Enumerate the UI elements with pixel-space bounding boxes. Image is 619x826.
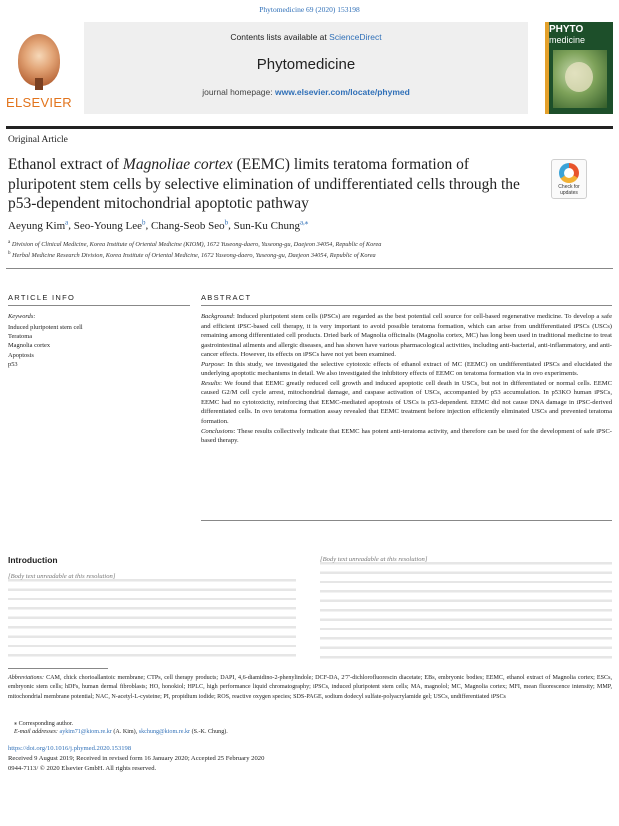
- email-addresses: [14, 729, 228, 735]
- affiliation-text: Division of Clinical Medicine, Korea Institute of Oriental Medicine (KIOM), 1672 Yuseong-daero, Yuseong-gu, Daejeon 34054, Republic of Korea: [11, 241, 382, 249]
- author-affiliation-marker[interactable]: b: [142, 218, 146, 226]
- article-title: [8, 155, 528, 214]
- journal-banner: [84, 22, 528, 114]
- introduction-heading: Introduction: [8, 555, 58, 565]
- author[interactable]: [151, 220, 228, 232]
- author-list: Aeyung Kim$^a$, Seo-Young Lee$^b$, Chang-Seob Seo$^b$, Sun-Ku Chung$^{a,⁎}$: [8, 218, 309, 232]
- contents-line: [84, 32, 528, 42]
- abstract-heading: ABSTRACT: [201, 293, 252, 302]
- title-part-italic: Magnoliae cortex: [122, 156, 233, 173]
- homepage-prefix: journal homepage:: [202, 87, 273, 97]
- abstract-section-label: Results: [201, 379, 221, 387]
- elsevier-logo[interactable]: [6, 28, 72, 114]
- affiliations: [8, 238, 608, 260]
- cover-title-line-1: PHYTO: [549, 24, 584, 35]
- abstract-purpose: [201, 360, 612, 379]
- author-affiliation-marker[interactable]: a: [65, 218, 69, 226]
- affiliation: [8, 238, 608, 249]
- email-link[interactable]: skchung@kiom.re.kr: [138, 729, 191, 735]
- author[interactable]: [234, 220, 309, 232]
- abstract-section-label: Conclusions: [201, 427, 234, 435]
- author-affiliation-marker[interactable]: b: [224, 218, 229, 226]
- header-divider: [6, 268, 613, 269]
- abstract-section-text: : Induced pluripotent stem cells (iPSCs) are regarded as the best potential cell source for cell-based regenerative medicine. To develop a safe and efficient iPSC-based cell therapy, it is very important to avoid possible teratoma formation, which can arise from undifferentiated iPSCs (USCs) remaining among differentiated cell products. Dried bark of Magnolia officinalis (Magnolia cortex, MC) has long been used in traditional medicine to treat gastrointestinal ailments and allergic diseases, and has shown have various pharmacological activities, including anti-bacterial, anti-inflammatory, and anti-cancer effects. However, its effects on iPSCs have not yet been examined.: [201, 313, 612, 359]
- corresponding-author-note: ⁎ Corresponding author.: [14, 721, 74, 727]
- check-for-updates-button[interactable]: [551, 159, 587, 199]
- author-name: Seo-Young Lee: [73, 219, 142, 232]
- body-text-right-column: [Body text unreadable at this resolution]: [320, 555, 612, 660]
- email-link[interactable]: aykim71@kiom.re.kr: [59, 729, 112, 735]
- affiliation: [8, 249, 608, 260]
- keyword: Magnolia cortex: [8, 342, 51, 350]
- check-updates-label: Check for updates: [558, 184, 580, 196]
- journal-name: Phytomedicine: [256, 56, 356, 73]
- masthead-divider: [6, 126, 613, 129]
- tree-trunk: [35, 78, 43, 90]
- abbreviations-footnote: [8, 674, 612, 702]
- abstract-section-label: Background: [201, 313, 233, 320]
- body-text-left-column: [Body text unreadable at this resolution]: [8, 572, 296, 660]
- doi-link[interactable]: https://doi.org/10.1016/j.phymed.2020.153198: [8, 745, 132, 752]
- cover-title: [549, 25, 585, 45]
- cover-artwork-highlight: [565, 62, 593, 92]
- affiliation-text: Herbal Medicine Research Division, Korea Institute of Oriental Medicine, 1672 Yuseong-daero, Yuseong-gu, Daejeon 34054, Republic of Korea: [12, 252, 376, 260]
- affiliation-marker: b: [8, 251, 11, 257]
- author-name: Sun-Ku Chung: [233, 219, 300, 232]
- abstract-bottom-divider: [201, 520, 612, 521]
- copyright-line: 0944-7113/ © 2020 Elsevier GmbH. All rights reserved.: [8, 765, 157, 772]
- author-name: Chang-Seob Seo: [151, 219, 225, 232]
- title-part-1: Ethanol extract of: [8, 156, 123, 173]
- keyword: Teratoma: [8, 333, 33, 341]
- author-name: Aeyung Kim: [8, 219, 66, 232]
- keywords-label: Keywords:: [8, 313, 36, 320]
- elsevier-wordmark: ELSEVIER: [6, 95, 72, 110]
- abstract-section-text: : In this study, we investigated the selective cytotoxic effects of ethanol extract of MC (EEMC) on undifferentiated iPSCs and elucidated the underlying apoptotic mechanisms in detail. We also investigated the inhibitory effects of EEMC on teratoma formation via in ovo experiments.: [201, 360, 612, 378]
- abbreviations-label: Abbreviations:: [8, 675, 44, 681]
- abbreviations-text: CAM, chick chorioallantoic membrane; CTPs, cell therapy products; DAPI, 4,6-diamidino-2-phenylindole; DCF-DA, 2′7′-dichlorofluorescin diacetate; EBs, embryonic bodies; EEMC, ethanol extract of Magnolia cortex; ESCs, embryonic stem cells; hDFs, human dermal fibroblasts; HO, honokiol; HPLC, high performance liquid chromatography; iPSCs, induced pluripotent stem cells; MA, magnolol; MC, Magnolia cortex; MFI, mean fluorescence intensity; MMP, mitochondrial membrane potential; NAC, N-acetyl-L-cysteine; PI, propidium iodide; ROS, reactive oxygen species; SDS-PAGE, sodium dodecyl sulfate-polyacrylamide gel; USCs, undifferentiated iPSCs: [8, 675, 612, 700]
- abstract-results: [201, 379, 612, 427]
- cover-title-line-2: medicine: [549, 35, 586, 45]
- received-dates: Received 9 August 2019; Received in revised form 16 January 2020; Accepted 25 February 2020: [8, 755, 265, 762]
- email-owner: (S.-K. Chung).: [190, 729, 228, 735]
- email-label: E-mail addresses:: [14, 729, 58, 735]
- journal-cover-image[interactable]: [545, 22, 613, 114]
- abstract-section-text: : These results collectively indicate that EEMC has potent anti-teratoma activity, and therefore can be used for the development of safe iPSC-based therapy.: [201, 427, 612, 445]
- author[interactable]: [8, 220, 68, 232]
- article-type: Original Article: [8, 135, 68, 145]
- footnote-divider: [8, 668, 108, 669]
- title-part-2: (EEMC) limits teratoma formation of pluripotent stem cells by selective elimination of undifferentiated cells through the p53-dependent mitochondrial apoptotic pathway: [8, 156, 520, 212]
- affiliation-marker: a: [8, 240, 11, 245]
- article-info-heading: ARTICLE INFO: [8, 293, 76, 302]
- sciencedirect-link[interactable]: ScienceDirect: [329, 32, 382, 42]
- keyword: Induced pluripotent stem cell: [8, 324, 83, 331]
- abstract-section-text: : We found that EEMC greatly reduced cell growth and induced apoptotic cell death in USCs, but not in differentiated or normal cells. EEMC caused G2/M cell cycle arrest, mitochondrial damage, and caspase activation of USCs, accompanied by p53 accumulation. In p53KO human iPSCs, EEMC had no cytotoxicity, reinforcing that EEMC-mediated apoptosis of USCs is p53-dependent. EEMC did not cause DNA damage in iPSC-derived differentiated cells. In ovo teratoma formation assay revealed that EEMC treatment before injection efficiently eliminated USCs and prevented teratoma formation.: [201, 379, 612, 426]
- check-updates-icon: [559, 163, 579, 183]
- abstract-background: [201, 312, 612, 360]
- contents-prefix: Contents lists available at: [230, 32, 327, 42]
- masthead: [6, 22, 613, 120]
- abstract-body: [201, 312, 612, 446]
- article-info-divider: [8, 305, 190, 306]
- keyword: p53: [8, 360, 18, 368]
- homepage-link[interactable]: www.elsevier.com/locate/phymed: [275, 87, 410, 97]
- email-owner: (A. Kim),: [111, 729, 139, 735]
- keyword-list: [8, 323, 83, 369]
- author-affiliation-marker[interactable]: a,⁎: [299, 218, 309, 226]
- abstract-conclusions: [201, 427, 612, 446]
- keyword: Apoptosis: [8, 351, 34, 359]
- homepage-line: [84, 87, 528, 97]
- journal-reference[interactable]: Phytomedicine 69 (2020) 153198: [259, 5, 360, 14]
- author[interactable]: [74, 220, 146, 232]
- abstract-section-label: Purpose: [201, 360, 223, 368]
- abstract-divider: [201, 305, 612, 306]
